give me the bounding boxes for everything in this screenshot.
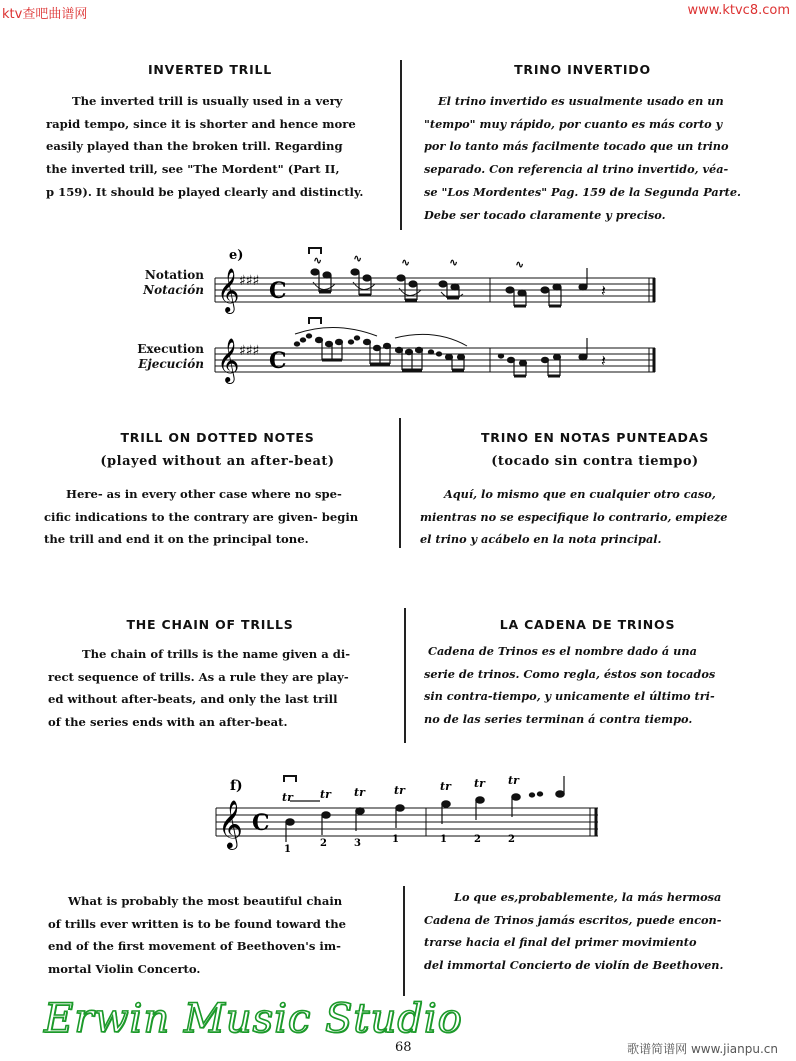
text-line: easily played than the broken trill. Regarding xyxy=(46,139,343,154)
svg-text:3: 3 xyxy=(354,838,361,849)
example-f-label: f) xyxy=(230,778,243,794)
trill-dotted-notes-text xyxy=(44,483,379,551)
rest-icon: 𝄽 xyxy=(601,281,606,300)
text-line: The inverted trill is usually used in a very xyxy=(72,94,343,108)
svg-text:∿: ∿ xyxy=(401,256,411,269)
text-line: of trills ever written is to be found toward the xyxy=(48,916,347,931)
example-f-music xyxy=(210,770,610,860)
execution-notes xyxy=(294,334,587,376)
beethoven-text xyxy=(48,890,382,981)
text-line: por lo tanto más facilmente tocado que un trino xyxy=(424,139,729,154)
trino-invertido-text xyxy=(424,90,764,226)
column-divider xyxy=(403,886,405,996)
example-e-label: e) xyxy=(229,248,244,263)
watermark-top-left: ktv查吧曲谱网 xyxy=(2,7,88,22)
trino-notas-punteadas-text xyxy=(420,483,765,551)
svg-text:∿: ∿ xyxy=(313,254,323,267)
column-divider xyxy=(400,60,402,230)
beethoven-text-es xyxy=(424,886,766,977)
text-line: ed without after-beats, and only the last trill xyxy=(48,692,338,707)
execution-label-es: Ejecución xyxy=(138,357,204,371)
svg-text:tr: tr xyxy=(440,780,451,793)
trino-invertido-title: TRINO INVERTIDO xyxy=(514,62,651,77)
notation-label-es: Notación xyxy=(143,283,204,297)
svg-text:∿: ∿ xyxy=(515,258,525,271)
text-line: Cadena de Trinos jamás escritos, puede encon- xyxy=(424,912,722,927)
text-line: rapid tempo, since it is shorter and hence more xyxy=(46,116,356,131)
trino-notas-punteadas-title: TRINO EN NOTAS PUNTEADAS xyxy=(480,430,710,445)
text-line: of the series ends with an after-beat. xyxy=(48,715,288,730)
treble-clef-icon: 𝄞 xyxy=(217,338,240,382)
svg-text:1: 1 xyxy=(284,844,291,855)
trino-notas-punteadas-subtitle: (tocado sin contra tiempo) xyxy=(491,454,699,469)
time-signature: C xyxy=(269,278,287,304)
sharp-icon: ♯♯♯ xyxy=(239,273,260,289)
studio-watermark: Erwin Music Studio xyxy=(44,996,463,1042)
text-line: del immortal Concierto de violín de Beethoven. xyxy=(424,958,724,973)
time-signature: C xyxy=(269,348,287,374)
text-line: Debe ser tocado claramente y preciso. xyxy=(424,207,666,222)
text-line: the trill and end it on the principal tone. xyxy=(44,532,309,547)
text-line: Aquí, lo mismo que en cualquier otro caso, xyxy=(444,487,716,501)
text-line: What is probably the most beautiful chain xyxy=(68,894,343,908)
execution-label-en: Execution xyxy=(137,342,204,356)
watermark-top-right: www.ktvc8.com xyxy=(687,3,790,18)
chain-notes xyxy=(286,776,564,842)
svg-text:tr: tr xyxy=(474,777,485,790)
text-line: "tempo" muy rápido, por cuanto es más corto y xyxy=(424,116,723,131)
svg-text:2: 2 xyxy=(320,838,327,849)
text-line: The chain of trills is the name given a di- xyxy=(82,647,351,661)
svg-text:tr: tr xyxy=(320,788,331,801)
chain-staff xyxy=(216,808,598,836)
text-line: p 159). It should be played clearly and distinctly. xyxy=(46,184,364,199)
text-line: mortal Violin Concerto. xyxy=(48,962,201,977)
text-line: se "Los Mordentes" Pag. 159 de la Segunda Parte. xyxy=(424,184,741,199)
svg-text:tr: tr xyxy=(508,774,519,787)
text-line: no de las series terminan á contra tiempo. xyxy=(424,712,693,727)
fingerings xyxy=(284,834,515,855)
text-line: rect sequence of trills. As a rule they are play- xyxy=(48,669,349,684)
chain-of-trills-title: THE CHAIN OF TRILLS xyxy=(126,617,294,632)
text-line: Here- as in every other case where no spe- xyxy=(66,487,342,501)
svg-text:tr: tr xyxy=(282,791,293,804)
trill-dotted-notes-subtitle: (played without an after-beat) xyxy=(100,454,335,469)
chain-of-trills-text xyxy=(48,643,380,734)
svg-text:2: 2 xyxy=(474,834,481,845)
svg-text:1: 1 xyxy=(392,834,399,845)
treble-clef-icon: 𝄞 xyxy=(218,799,243,848)
cadena-trinos-title: LA CADENA DE TRINOS xyxy=(499,617,676,632)
text-line: end of the first movement of Beethoven's im- xyxy=(48,939,341,954)
svg-text:tr: tr xyxy=(394,784,405,797)
text-line: sin contra-tiempo, y unicamente el último tri- xyxy=(424,689,715,704)
text-line: el trino y acábelo en la nota principal. xyxy=(420,532,662,547)
text-line: separado. Con referencia al trino invertido, véa- xyxy=(424,162,729,177)
cadena-trinos-text xyxy=(424,640,764,731)
text-line: mientras no se especifique lo contrario, empieze xyxy=(420,509,728,524)
text-line: Cadena de Trinos es el nombre dado á una xyxy=(428,644,697,658)
watermark-bottom-right: 歌谱简谱网 www.jianpu.cn xyxy=(627,1042,778,1056)
time-signature: C xyxy=(252,810,270,836)
inverted-trill-text xyxy=(46,90,381,204)
svg-text:∿: ∿ xyxy=(353,252,363,265)
example-e-music xyxy=(205,240,665,390)
text-line: the inverted trill, see "The Mordent" (Part II, xyxy=(46,162,340,177)
trill-dotted-notes-title: TRILL ON DOTTED NOTES xyxy=(120,430,315,445)
column-divider xyxy=(399,418,401,548)
down-bow-icon xyxy=(309,318,321,324)
notation-notes xyxy=(311,268,587,306)
notation-label-en: Notation xyxy=(144,268,204,282)
treble-clef-icon: 𝄞 xyxy=(217,268,240,312)
notation-label xyxy=(112,268,204,298)
text-line: trarse hacia el final del primer movimiento xyxy=(424,935,697,950)
page-number: 68 xyxy=(395,1040,412,1055)
rest-icon: 𝄽 xyxy=(601,351,606,370)
svg-text:∿: ∿ xyxy=(449,256,459,269)
text-line: Lo que es,probablemente, la más hermosa xyxy=(454,890,722,904)
execution-label xyxy=(112,342,204,372)
down-bow-icon xyxy=(284,776,296,782)
column-divider xyxy=(404,608,406,743)
inverted-mordent-marks xyxy=(313,252,524,271)
inverted-trill-title: INVERTED TRILL xyxy=(147,62,273,77)
text-line: cific indications to the contrary are given- begin xyxy=(44,509,359,524)
text-line: serie de trinos. Como regla, éstos son tocados xyxy=(424,666,716,681)
svg-text:2: 2 xyxy=(508,834,515,845)
svg-text:tr: tr xyxy=(354,786,365,799)
svg-text:1: 1 xyxy=(440,834,447,845)
text-line: El trino invertido es usualmente usado en un xyxy=(438,94,724,108)
sharp-icon: ♯♯♯ xyxy=(239,343,260,359)
